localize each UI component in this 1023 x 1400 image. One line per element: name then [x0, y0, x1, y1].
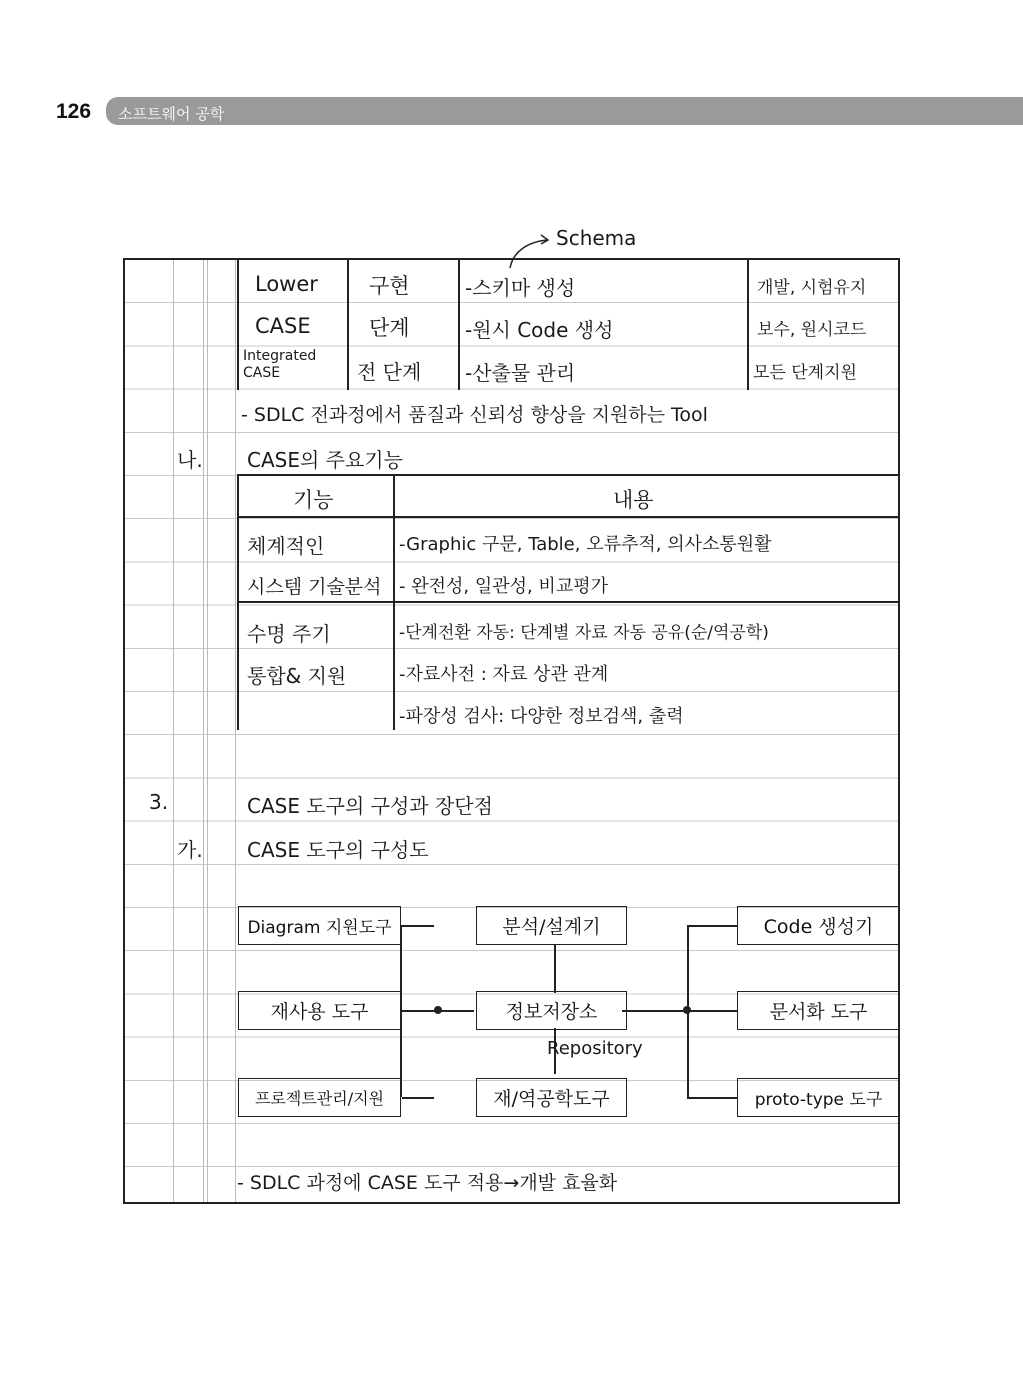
section-3-marker: 3.	[149, 790, 169, 814]
diagram-center-box: 정보저장소	[476, 991, 627, 1030]
diagram-center-box: 재/역공학도구	[476, 1078, 627, 1117]
function-right-cell: -파장성 검사: 다양한 정보검색, 출력	[399, 706, 684, 727]
case-row-name: CASE	[255, 314, 311, 338]
case-row-desc: -스키마 생성	[465, 276, 576, 300]
schema-note: Schema	[556, 226, 637, 250]
margin-line	[203, 260, 204, 1202]
case-row-desc: -원시 Code 생성	[465, 318, 614, 342]
diagram-right-box: Code 생성기	[737, 906, 900, 945]
case-row-stage: 단계	[369, 316, 410, 340]
section-na-title: CASE의 주요기능	[247, 448, 403, 472]
page-number: 126	[56, 100, 92, 123]
case-row-desc: -산출물 관리	[465, 361, 576, 385]
section-na-marker: 나.	[177, 448, 203, 472]
function-left-cell: 수명 주기	[247, 622, 331, 646]
diagram-center-box: 분석/설계기	[476, 906, 627, 945]
case-row-name: Integrated CASE	[243, 348, 317, 381]
function-right-cell: -자료사전 : 자료 상관 관계	[399, 664, 609, 685]
diagram-left-box: 재사용 도구	[238, 991, 401, 1030]
function-left-cell: 체계적인	[247, 534, 325, 558]
diagram-left-box: 프로젝트관리/지원	[238, 1078, 401, 1117]
section-ga-title: CASE 도구의 구성도	[247, 838, 429, 862]
section-ga-marker: 가.	[177, 838, 203, 862]
function-header-left: 기능	[293, 488, 334, 512]
case-row-stage: 전 단계	[357, 360, 422, 384]
function-right-cell: - 완전성, 일관성, 비교평가	[399, 576, 608, 597]
margin-line	[235, 260, 236, 1202]
function-header-right: 내용	[613, 488, 654, 512]
margin-line	[207, 260, 208, 1202]
case-row-support: 개발, 시험유지	[757, 278, 867, 298]
note-sheet	[123, 258, 900, 1204]
function-right-cell: -Graphic 구문, Table, 오류추적, 의사소통원활	[399, 534, 772, 555]
repository-label: Repository	[547, 1038, 643, 1059]
header-bar	[106, 97, 1023, 125]
case-row-name: Lower	[255, 272, 318, 296]
function-left-cell: 시스템 기술분석	[247, 576, 382, 598]
conclusion: - SDLC 과정에 CASE 도구 적용→개발 효율화	[237, 1172, 618, 1194]
diagram-left-box: Diagram 지원도구	[238, 906, 401, 945]
case-row-support: 모든 단계지원	[753, 363, 857, 383]
case-row-stage: 구현	[369, 274, 410, 298]
function-right-cell: -단계전환 자동: 단계별 자료 자동 공유(순/역공학)	[399, 623, 769, 643]
section-3-title: CASE 도구의 구성과 장단점	[247, 794, 493, 818]
function-left-cell: 통합& 지원	[247, 664, 347, 688]
case-row-support: 보수, 원시코드	[757, 320, 867, 340]
header-title: 소프트웨어 공학	[118, 105, 225, 123]
diagram-right-box: 문서화 도구	[737, 991, 900, 1030]
margin-line	[173, 260, 174, 1202]
junction-dot-icon	[434, 1006, 442, 1014]
diagram-right-box: proto-type 도구	[737, 1078, 900, 1117]
case-summary: - SDLC 전과정에서 품질과 신뢰성 향상을 지원하는 Tool	[241, 404, 708, 426]
